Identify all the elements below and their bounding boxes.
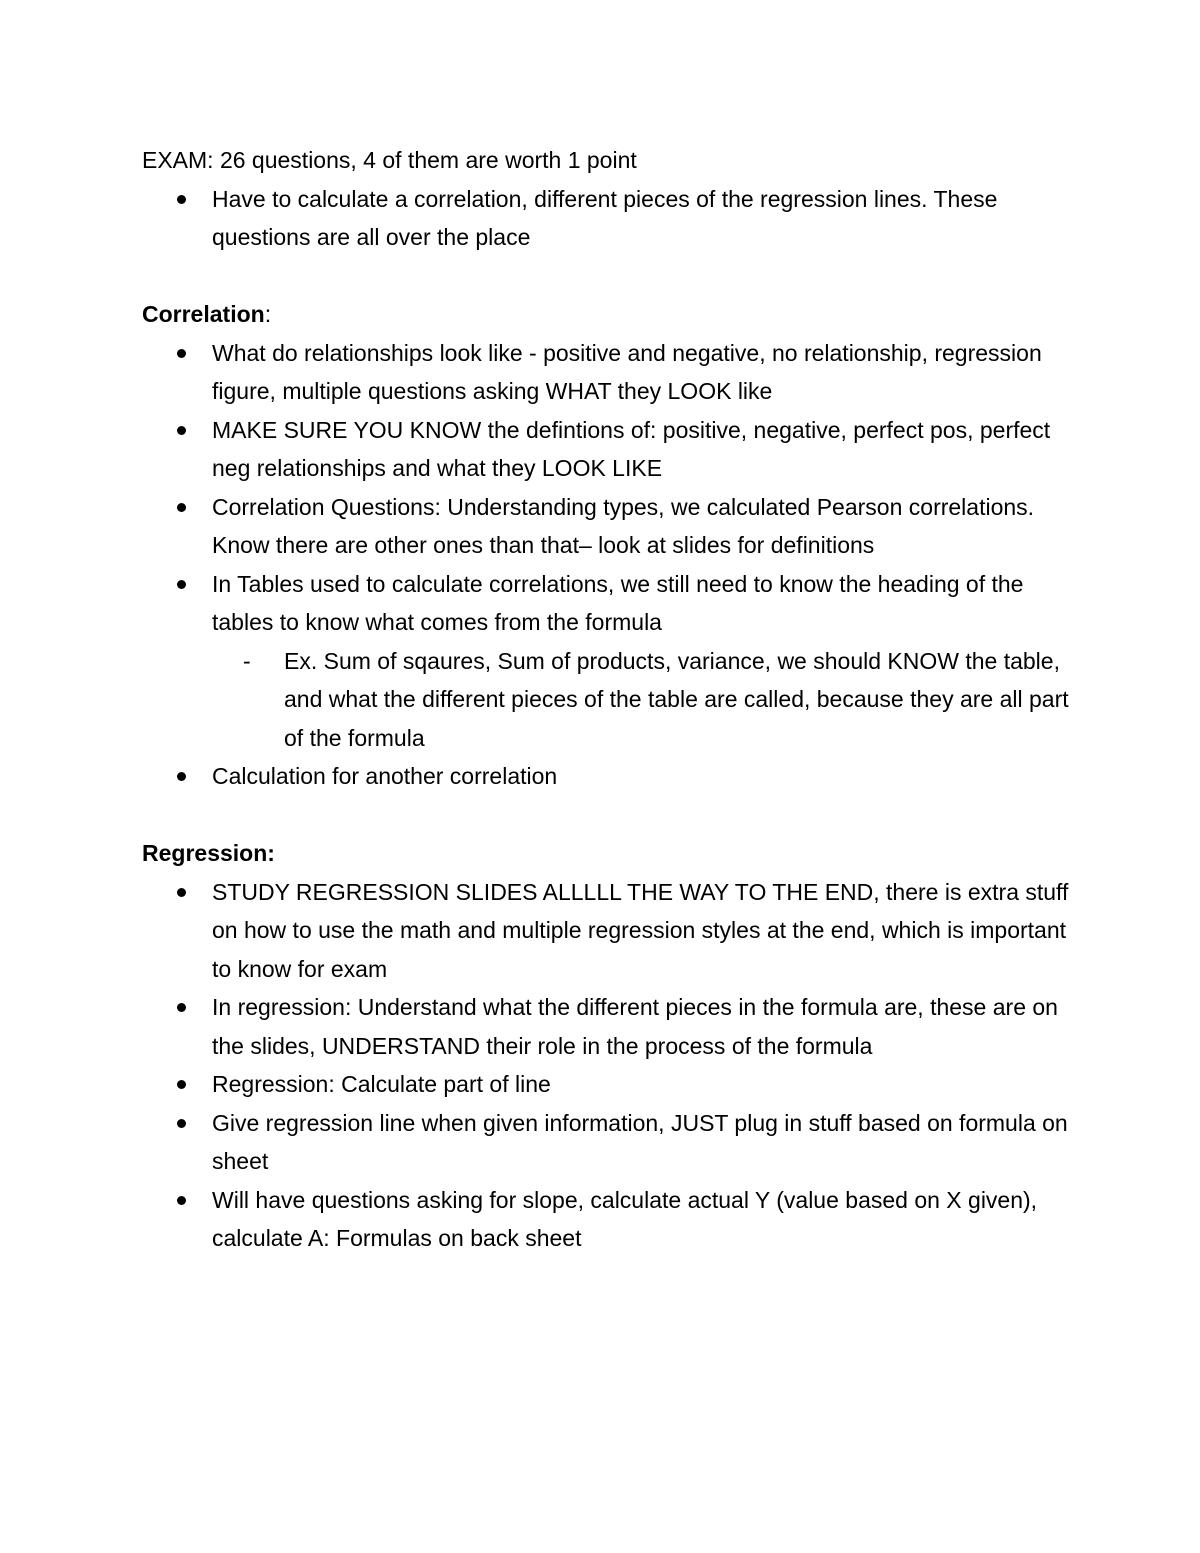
bullet-text: STUDY REGRESSION SLIDES ALLLLL THE WAY TO THE END, there is extra stuff on how to use the math and multiple regression styles at the end, which is important to know for exam — [212, 878, 1069, 982]
sub-list-item — [212, 642, 1072, 758]
list-item — [142, 411, 1072, 488]
exam-title: EXAM: 26 questions, 4 of them are worth 1 point — [142, 147, 637, 173]
list-item — [142, 873, 1072, 989]
bullet-icon — [177, 580, 186, 589]
bullet-text: Correlation Questions: Understanding types, we calculated Pearson correlations. Know there are other ones than that– look at slides for definitions — [212, 493, 1035, 558]
dash-icon: - — [243, 647, 251, 674]
correlation-heading-text: Correlation — [142, 301, 265, 327]
bullet-text: MAKE SURE YOU KNOW the defintions of: positive, negative, perfect pos, perfect neg relationships and what they LOOK LIKE — [212, 416, 1051, 481]
bullet-icon — [177, 1196, 186, 1205]
bullet-text: What do relationships look like - positive and negative, no relationship, regression figure, multiple questions asking WHAT they LOOK like — [212, 339, 1042, 404]
correlation-heading-colon: : — [264, 301, 272, 327]
bullet-text: Calculation for another correlation — [212, 763, 558, 789]
blank-line — [142, 257, 1072, 296]
regression-bullet-list — [142, 873, 1072, 1258]
list-item — [142, 1104, 1072, 1181]
list-item — [142, 180, 1072, 257]
bullet-text: Have to calculate a correlation, different pieces of the regression lines. These questions are all over the place — [212, 185, 998, 250]
bullet-icon — [177, 1080, 186, 1089]
blank-line — [142, 796, 1072, 835]
sub-bullet-text: Ex. Sum of sqaures, Sum of products, variance, we should KNOW the table, and what the different pieces of the table are called, because they are all part of the formula — [284, 647, 1069, 751]
bullet-icon — [177, 195, 186, 204]
bullet-icon — [177, 426, 186, 435]
document-body — [142, 141, 1072, 1258]
bullet-text: Give regression line when given information, JUST plug in stuff based on formula on sheet — [212, 1109, 1068, 1174]
bullet-icon — [177, 1119, 186, 1128]
bullet-icon — [177, 1003, 186, 1012]
list-item — [142, 334, 1072, 411]
bullet-icon — [177, 888, 186, 897]
bullet-text: Will have questions asking for slope, calculate actual Y (value based on X given), calculate A: Formulas on back sheet — [212, 1186, 1038, 1251]
list-item — [142, 488, 1072, 565]
bullet-text: In Tables used to calculate correlations, we still need to know the heading of the tables to know what comes from the formula — [212, 570, 1024, 635]
correlation-bullet-list — [142, 334, 1072, 796]
correlation-sub-list — [212, 642, 1072, 758]
list-item — [142, 988, 1072, 1065]
bullet-icon — [177, 503, 186, 512]
bullet-icon — [177, 349, 186, 358]
list-item — [142, 1065, 1072, 1104]
list-item — [142, 565, 1072, 758]
exam-bullet-list — [142, 180, 1072, 257]
bullet-text: In regression: Understand what the different pieces in the formula are, these are on the slides, UNDERSTAND their role in the process of the formula — [212, 994, 1058, 1059]
bullet-text: Regression: Calculate part of line — [212, 1071, 551, 1097]
regression-heading: Regression: — [142, 840, 275, 866]
list-item — [142, 757, 1072, 796]
bullet-icon — [177, 772, 186, 781]
correlation-heading — [142, 295, 1072, 334]
list-item — [142, 1181, 1072, 1258]
